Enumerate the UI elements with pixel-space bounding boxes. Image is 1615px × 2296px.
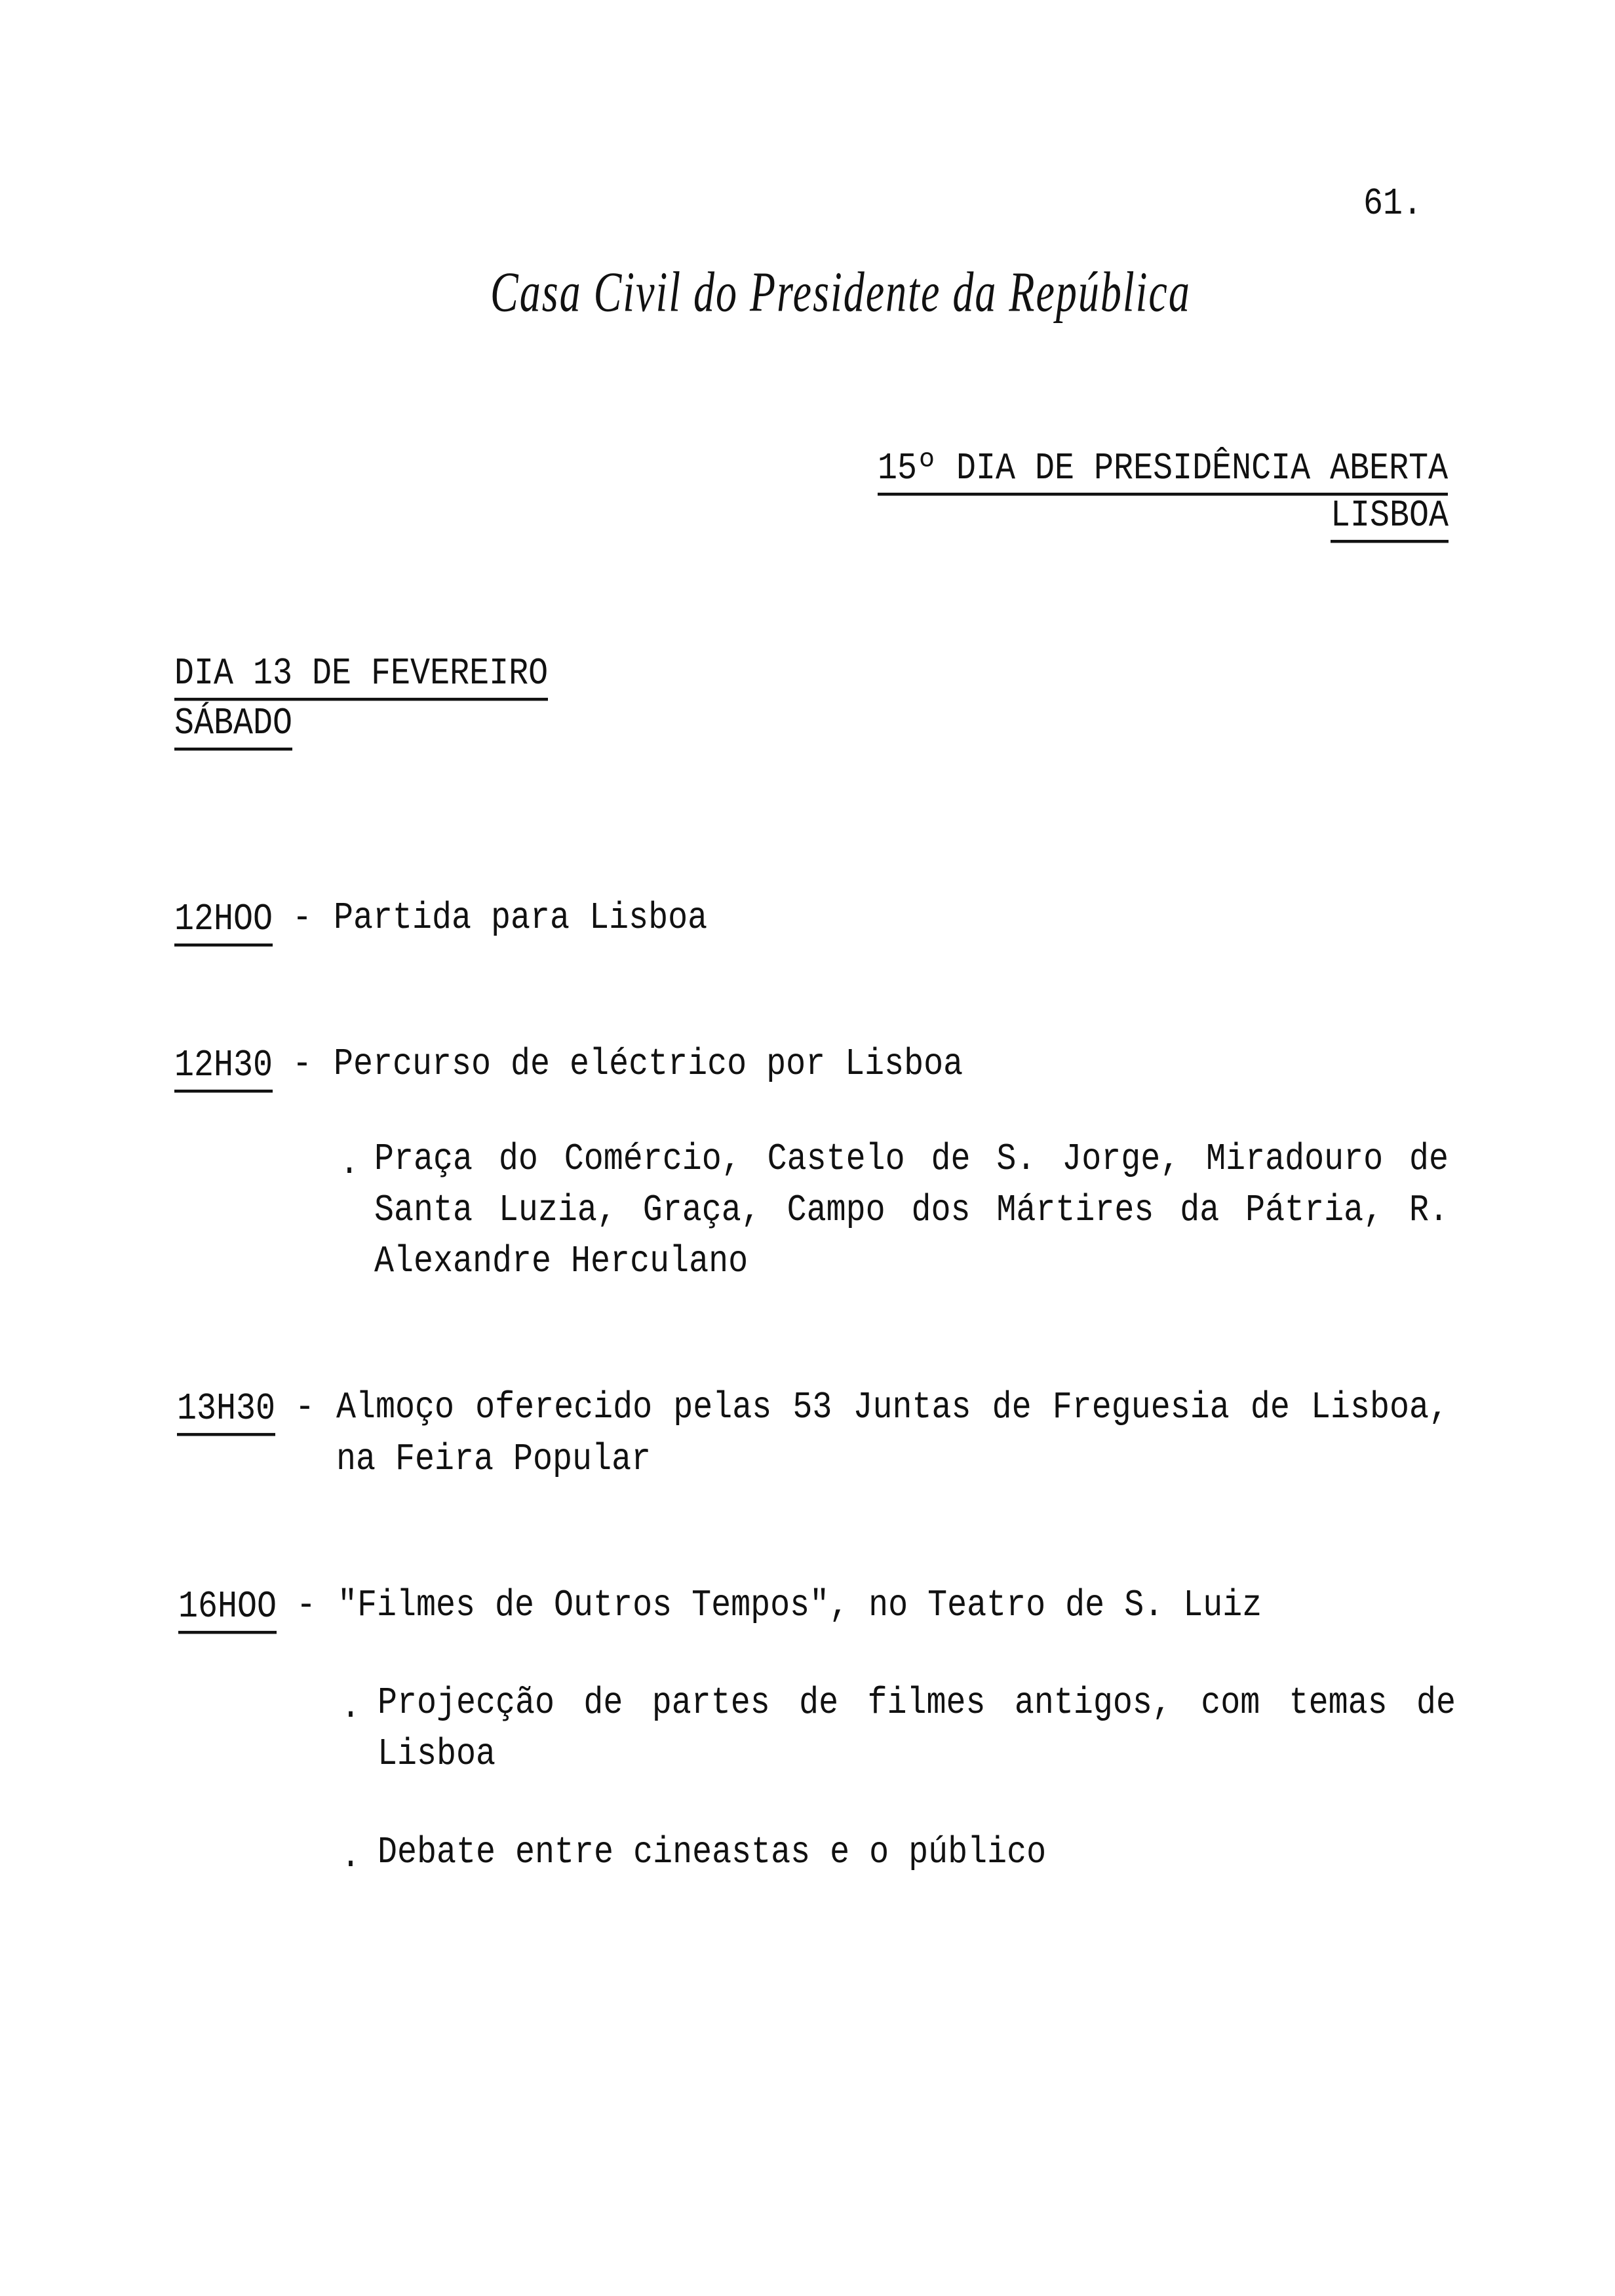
title-line-2: LISBOA <box>1331 498 1449 543</box>
detail-text: Alexandre Herculano <box>374 1240 749 1284</box>
event-text: "Filmes de Outros Tempos", no Teatro de S. Luiz <box>338 1584 1262 1628</box>
dash: - <box>292 1043 313 1086</box>
detail-text: Debate entre cineastas e o público <box>378 1831 1047 1875</box>
time-label: 12HOO <box>174 902 273 947</box>
dash: - <box>296 1584 317 1628</box>
detail-text: Lisboa <box>378 1732 496 1776</box>
page-number: 61. <box>1363 182 1423 226</box>
dash: - <box>292 896 313 940</box>
event-text: na Feira Popular <box>336 1438 652 1482</box>
event-text: Almoço oferecido pelas 53 Juntas de Freguesia de Lisboa, <box>336 1386 1449 1430</box>
dash: - <box>295 1386 315 1430</box>
letterhead: Casa Civil do Presidente da República <box>490 260 1191 324</box>
event-text: Percurso de eléctrico por Lisboa <box>334 1043 963 1086</box>
time-label: 13H30 <box>177 1391 275 1436</box>
event-text: Partida para Lisboa <box>334 896 708 940</box>
bullet: . <box>341 1685 361 1729</box>
detail-text: Santa Luzia, Graça, Campo dos Mártires da Pátria, R. <box>374 1189 1449 1233</box>
detail-text: Praça do Comércio, Castelo de S. Jorge, Miradouro de <box>374 1138 1449 1181</box>
time-label: 12H30 <box>174 1048 273 1093</box>
bullet: . <box>341 1835 361 1879</box>
bullet: . <box>340 1141 360 1185</box>
title-line-1: 15º DIA DE PRESIDÊNCIA ABERTA <box>878 451 1448 496</box>
date-day: DIA 13 DE FEVEREIRO <box>174 656 548 701</box>
detail-text: Projecção de partes de filmes antigos, com temas de <box>378 1681 1456 1725</box>
date-weekday: SÁBADO <box>174 706 292 751</box>
time-label: 16HOO <box>178 1589 277 1634</box>
